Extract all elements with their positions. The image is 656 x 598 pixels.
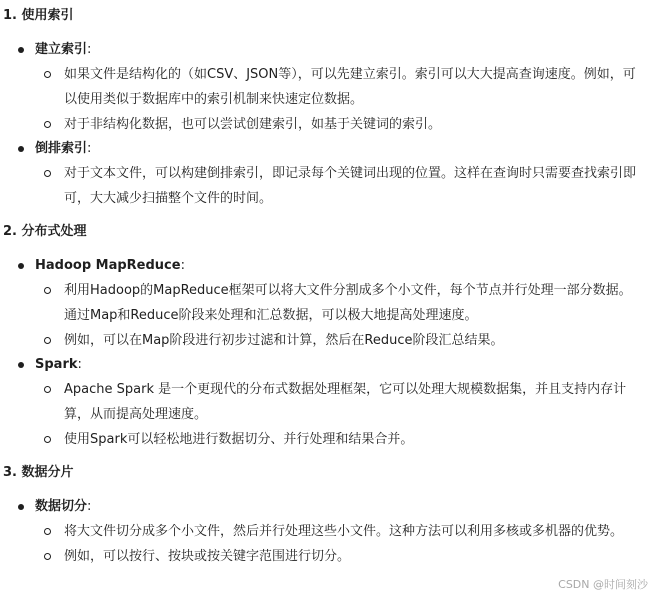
hollow-bullet-icon bbox=[44, 553, 51, 560]
watermark: CSDN @时间刻沙 bbox=[558, 578, 648, 591]
section-2 bbox=[0, 220, 656, 452]
section-3 bbox=[0, 461, 656, 569]
section-list bbox=[0, 495, 656, 569]
filled-bullet-icon bbox=[18, 504, 24, 510]
sub-item-text: 利用Hadoop的MapReduce框架可以将大文件分割成多个小文件，每个节点并行处理一部分数据。通过Map和Reduce阶段来处理和汇总数据，可以极大地提高处理速度。 bbox=[64, 283, 632, 323]
sub-list-item bbox=[35, 112, 656, 137]
sub-item-text: 将大文件切分成多个小文件，然后并行处理这些小文件。这种方法可以利用多核或多机器的优势。 bbox=[64, 524, 624, 539]
list-item bbox=[0, 254, 656, 353]
hollow-bullet-icon bbox=[44, 170, 51, 177]
item-title: 倒排索引: bbox=[35, 141, 92, 156]
list-item bbox=[0, 353, 656, 452]
sub-list-item bbox=[35, 427, 656, 452]
hollow-bullet-icon bbox=[44, 287, 51, 294]
section-list bbox=[0, 254, 656, 452]
item-title: 建立索引: bbox=[35, 42, 92, 57]
section-1 bbox=[0, 4, 656, 211]
sub-list bbox=[35, 519, 656, 569]
hollow-bullet-icon bbox=[44, 121, 51, 128]
filled-bullet-icon bbox=[18, 362, 24, 368]
section-heading: 1. 使用索引 bbox=[3, 8, 74, 23]
sub-item-text: 例如，可以在Map阶段进行初步过滤和计算，然后在Reduce阶段汇总结果。 bbox=[64, 333, 504, 348]
section-heading: 2. 分布式处理 bbox=[3, 224, 87, 239]
sub-list bbox=[35, 161, 656, 211]
sub-list bbox=[35, 62, 656, 137]
sub-list-item bbox=[35, 544, 656, 569]
sub-list-item bbox=[35, 278, 656, 328]
item-title: Spark: bbox=[35, 357, 82, 372]
hollow-bullet-icon bbox=[44, 386, 51, 393]
sub-list-item bbox=[35, 519, 656, 544]
sub-item-text: Apache Spark 是一个更现代的分布式数据处理框架，它可以处理大规模数据集，并且支持内存计算，从而提高处理速度。 bbox=[64, 382, 627, 422]
sub-list-item bbox=[35, 62, 656, 112]
sub-list-item bbox=[35, 328, 656, 353]
sub-item-text: 例如，可以按行、按块或按关键字范围进行切分。 bbox=[64, 549, 351, 564]
sub-item-text: 如果文件是结构化的（如CSV、JSON等），可以先建立索引。索引可以大大提高查询速度。例如，可以使用类似于数据库中的索引机制来快速定位数据。 bbox=[64, 67, 636, 107]
item-title: Hadoop MapReduce: bbox=[35, 258, 185, 273]
list-item bbox=[0, 137, 656, 211]
sub-item-text: 对于文本文件，可以构建倒排索引，即记录每个关键词出现的位置。这样在查询时只需要查找索引即可，大大减少扫描整个文件的时间。 bbox=[64, 166, 637, 206]
filled-bullet-icon bbox=[18, 146, 24, 152]
hollow-bullet-icon bbox=[44, 337, 51, 344]
sub-list-item bbox=[35, 161, 656, 211]
filled-bullet-icon bbox=[18, 47, 24, 53]
sub-item-text: 使用Spark可以轻松地进行数据切分、并行处理和结果合并。 bbox=[64, 432, 414, 447]
sub-list bbox=[35, 278, 656, 353]
list-item bbox=[0, 495, 656, 569]
list-item bbox=[0, 38, 656, 137]
section-heading: 3. 数据分片 bbox=[3, 465, 74, 480]
hollow-bullet-icon bbox=[44, 436, 51, 443]
item-title: 数据切分: bbox=[35, 499, 92, 514]
hollow-bullet-icon bbox=[44, 71, 51, 78]
sub-item-text: 对于非结构化数据，也可以尝试创建索引，如基于关键词的索引。 bbox=[64, 117, 442, 132]
sub-list bbox=[35, 377, 656, 452]
section-list bbox=[0, 38, 656, 211]
hollow-bullet-icon bbox=[44, 528, 51, 535]
sub-list-item bbox=[35, 377, 656, 427]
filled-bullet-icon bbox=[18, 263, 24, 269]
